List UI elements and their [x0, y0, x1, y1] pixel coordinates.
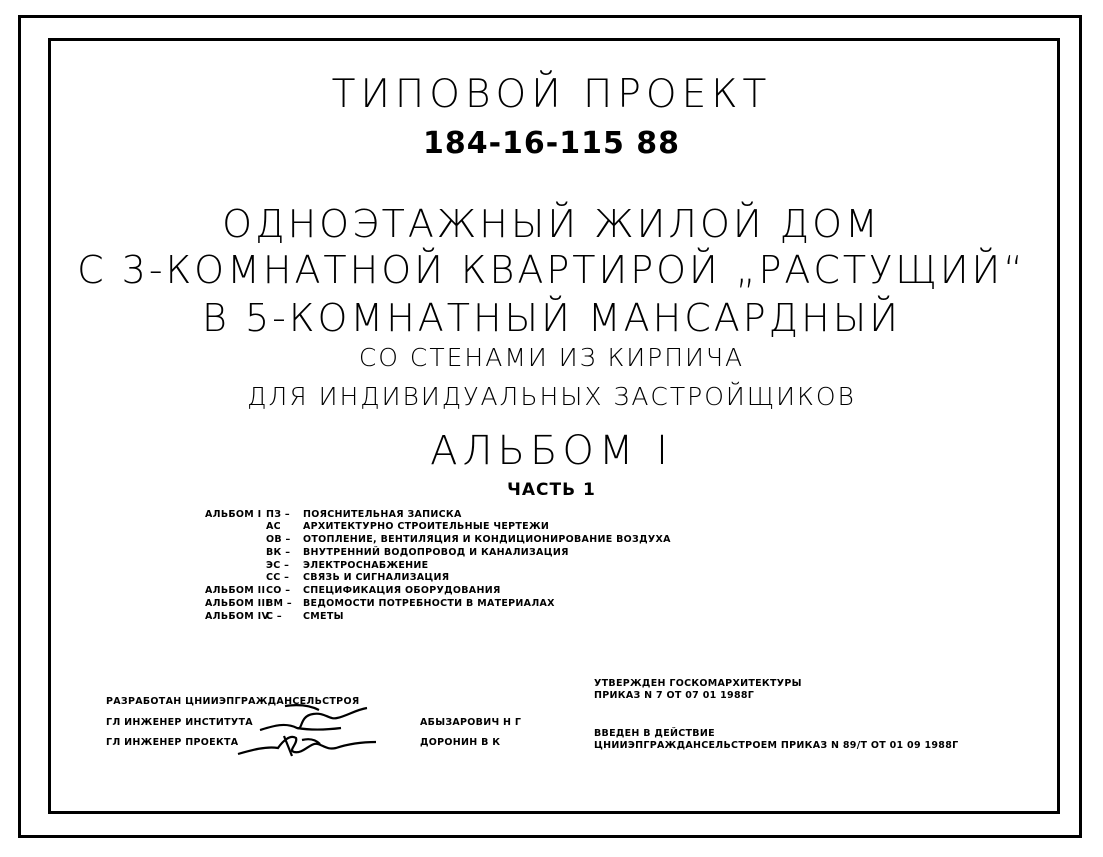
contents-code: АС — [266, 521, 281, 532]
contents-album-label: АЛЬБОМ IV — [205, 611, 270, 622]
title-line-5: ДЛЯ ИНДИВИДУАЛЬНЫХ ЗАСТРОЙЩИКОВ — [247, 382, 856, 411]
contents-desc: ВЕДОМОСТИ ПОТРЕБНОСТИ В МАТЕРИАЛАХ — [303, 598, 555, 609]
project-type-heading: ТИПОВОЙ ПРОЕКТ — [331, 72, 772, 117]
contents-desc: СМЕТЫ — [303, 611, 344, 622]
approved-line-1: УТВЕРЖДЕН ГОСКОМАРХИТЕКТУРЫ — [594, 678, 802, 689]
contents-desc: ВНУТРЕННИЙ ВОДОПРОВОД И КАНАЛИЗАЦИЯ — [303, 547, 569, 558]
chief-engineer-project-label: ГЛ ИНЖЕНЕР ПРОЕКТА — [106, 737, 239, 748]
contents-code: ОВ – — [266, 534, 291, 545]
contents-desc: АРХИТЕКТУРНО СТРОИТЕЛЬНЫЕ ЧЕРТЕЖИ — [303, 521, 550, 532]
title-line-1: ОДНОЭТАЖНЫЙ ЖИЛОЙ ДОМ — [222, 202, 881, 246]
signature-project — [232, 728, 382, 762]
enacted-line-1: ВВЕДЕН В ДЕЙСТВИЕ — [594, 728, 715, 739]
contents-code: ВМ – — [266, 598, 292, 609]
contents-code: ПЗ – — [266, 509, 290, 520]
developed-by: РАЗРАБОТАН ЦНИИЭПГРАЖДАНСЕЛЬСТРОЯ — [106, 696, 360, 707]
album-title: АЛЬБОМ I — [430, 428, 673, 474]
approved-line-2: ПРИКАЗ N 7 ОТ 07 01 1988Г — [594, 690, 755, 701]
contents-album-label: АЛЬБОМ I — [205, 509, 262, 520]
contents-album-label: АЛЬБОМ III — [205, 598, 270, 609]
chief-engineer-institute-label: ГЛ ИНЖЕНЕР ИНСТИТУТА — [106, 717, 253, 728]
contents-desc: СВЯЗЬ И СИГНАЛИЗАЦИЯ — [303, 572, 450, 583]
title-line-4: СО СТЕНАМИ ИЗ КИРПИЧА — [358, 343, 745, 372]
contents-code: СО – — [266, 585, 291, 596]
contents-code: С – — [266, 611, 282, 622]
contents-code: ВК – — [266, 547, 291, 558]
contents-desc: СПЕЦИФИКАЦИЯ ОБОРУДОВАНИЯ — [303, 585, 501, 596]
contents-album-label: АЛЬБОМ II — [205, 585, 266, 596]
enacted-line-2: ЦНИИЭПГРАЖДАНСЕЛЬСТРОЕМ ПРИКАЗ N 89/Т ОТ 01 09 1988Г — [594, 740, 959, 751]
title-line-2: С 3-КОМНАТНОЙ КВАРТИРОЙ „РАСТУЩИЙ“ — [77, 248, 1026, 292]
contents-desc: ПОЯСНИТЕЛЬНАЯ ЗАПИСКА — [303, 509, 462, 520]
contents-desc: ЭЛЕКТРОСНАБЖЕНИЕ — [303, 560, 429, 571]
album-part: ЧАСТЬ 1 — [507, 480, 596, 500]
contents-desc: ОТОПЛЕНИЕ, ВЕНТИЛЯЦИЯ И КОНДИЦИОНИРОВАНИЕ ВОЗДУХА — [303, 534, 671, 545]
chief-engineer-project-name: ДОРОНИН В К — [420, 737, 501, 748]
contents-code: СС – — [266, 572, 290, 583]
chief-engineer-institute-name: АБЫЗАРОВИЧ Н Г — [420, 717, 522, 728]
project-number: 184-16-115 88 — [422, 126, 681, 161]
title-line-3: В 5-КОМНАТНЫЙ МАНСАРДНЫЙ — [202, 296, 901, 340]
contents-code: ЭС – — [266, 560, 290, 571]
